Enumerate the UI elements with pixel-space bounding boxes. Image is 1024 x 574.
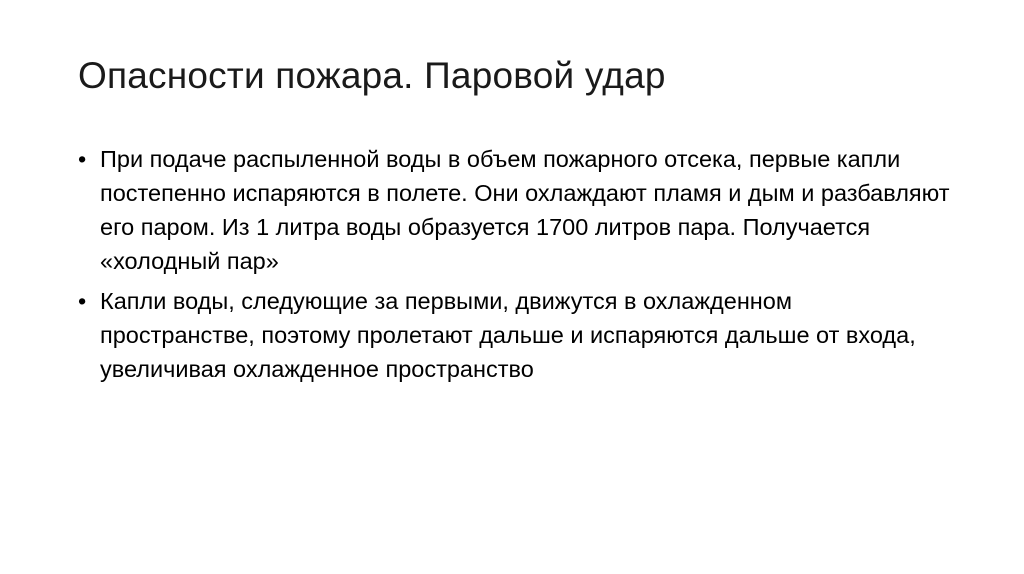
list-item-text: При подаче распыленной воды в объем пожарного отсека, первые капли постепенно испаряются в полете. Они охлаждают пламя и дым и разбавляют его паром. Из 1 литра воды образуется 1700 литров пара. Получается «холодный пар» bbox=[100, 146, 950, 274]
bullet-marker-icon: • bbox=[78, 288, 87, 314]
list-item bbox=[70, 284, 950, 386]
list-item-text: Капли воды, следующие за первыми, движутся в охлажденном пространстве, поэтому пролетают дальше и испаряются дальше от входа, увеличивая охлажденное пространство bbox=[100, 288, 916, 382]
page-title: Опасности пожара. Паровой удар bbox=[78, 55, 666, 96]
bullet-marker-icon: • bbox=[78, 146, 87, 172]
bullet-list bbox=[70, 142, 950, 392]
list-item bbox=[70, 142, 950, 278]
